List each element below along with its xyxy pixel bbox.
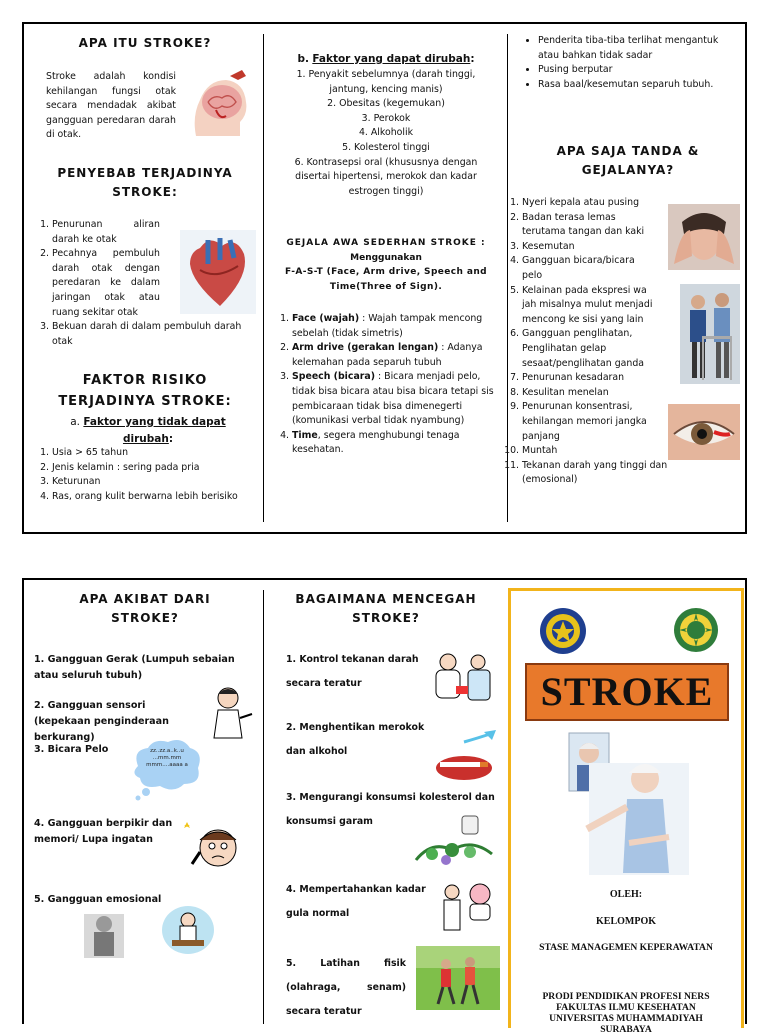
effect-item-2: 2. Gangguan sensori (kepekaan penginderaan berkurang) (34, 700, 169, 743)
blood-pressure-check-cartoon (428, 650, 498, 710)
doctor-cartoon (200, 684, 256, 740)
list-item: 4. Gangguan bicara/bicara pelo (522, 254, 654, 283)
effect-item-3: 3. Bicara Pelo (34, 744, 109, 755)
jogging-photo (416, 946, 500, 1010)
list-item: 3. Speech (bicara) : Bicara menjadi pelo, tidak bisa bicara atau bisa bicara tetapi sis pembicaraan tidak bisa dimenegerti (komunikasi verbal tidak nyambung) (292, 370, 498, 428)
list-item: 3. Kesemutan (522, 240, 654, 255)
list-item: 2. Jenis kelamin : sering pada pria (52, 461, 256, 476)
effect-item-5: 5. Gangguan emosional (34, 894, 162, 905)
heading-causes: PENYEBAB TERJADINYA STROKE: (57, 166, 233, 199)
signs-bullets (508, 34, 738, 92)
list-item: 1. Face (wajah) : Wajah tampak mencong sebelah (tidak simetris) (292, 312, 498, 341)
stase-label: STASE MANAGEMEN KEPERAWATAN (539, 942, 713, 953)
what-is-stroke-text: Stroke adalah kondisi kehilangan fungsi otak secara mendadak akibat gangguan peredaran darah di otak. (46, 71, 176, 141)
list-item: 11. Tekanan darah yang tinggi dan (emosional) (522, 459, 702, 488)
prevent-item-2: 2. Menghentikan merokok dan alkohol (286, 722, 425, 757)
heart-illustration (180, 230, 256, 314)
institution-block: PRODI PENDIDIKAN PROFESI NERS FAKULTAS ILMU KESEHATAN UNIVERSITAS MUHAMMADIYAH SURABAYA (542, 991, 710, 1035)
confused-person-cartoon (178, 818, 254, 878)
brochure-inside-panel (22, 22, 747, 534)
list-item: 8. Kesulitan menelan (522, 386, 654, 401)
list-item: 6. Kontrasepsi oral (khususnya dengan disertai hipertensi, merokok dan kadar estrogen tinggi) (278, 156, 494, 200)
list-item: 4. Alkoholik (278, 126, 494, 141)
heading-effects: APA AKIBAT DARI STROKE? (79, 592, 211, 625)
effect-item-1: 1. Gangguan Gerak (Lumpuh sebaian atau seluruh tubuh) (34, 654, 235, 681)
heading-risk-factors: FAKTOR RISIKO TERJADINYA STROKE: (58, 373, 232, 409)
list-item: 5. Kelainan pada ekspresi wa jah misalnya mulut menjadi mencong ke sisi yang lain (522, 284, 654, 328)
list-item: 7. Penurunan kesadaran (522, 371, 654, 386)
glucose-check-cartoon (436, 880, 496, 936)
signs-list (504, 196, 668, 488)
prevent-item-4: 4. Mempertahankan kadar gula normal (286, 884, 426, 919)
column-divider (263, 590, 264, 1024)
risk-list-a (34, 446, 256, 504)
title-banner (525, 663, 729, 721)
risk-subheading-a: a. Faktor yang tidak dapat dirubah: (70, 416, 226, 445)
list-item: 4. Ras, orang kulit berwarna lebih berisiko (52, 490, 256, 505)
list-item: 1. Penurunan aliran darah ke otak (52, 218, 160, 247)
vegetables-cartoon (412, 810, 496, 870)
fast-heading: GEJALA AWA SEDERHAN STROKE : Menggunakan F-A-S-T (Face, Arm drive, Speech and Time(Three of Sign). (284, 238, 487, 292)
prevent-item-1: 1. Kontrol tekanan darah secara teratur (286, 654, 419, 689)
cloud-text: zz..zz.a..k..u ...mm.mm mmm....aaaa a (146, 748, 188, 768)
list-item: 2. Obesitas (kegemukan) (278, 97, 494, 112)
list-item: • Pusing berputar (538, 63, 738, 78)
heading-prevention: BAGAIMANA MENCEGAH STROKE? (295, 592, 477, 625)
list-item: • Penderita tiba-tiba terlihat mengantuk atau bahkan tidak sadar (538, 34, 738, 63)
kelompok-label: KELOMPOK (596, 916, 656, 927)
list-item: 9. Penurunan konsentrasi, kehilangan memori jangka panjang (522, 400, 654, 444)
university-seal-logo (539, 607, 587, 655)
list-item: 2. Arm drive (gerakan lengan) : Adanya kelemahan pada separuh tubuh (292, 341, 498, 370)
speech-cloud-bubble (128, 736, 204, 802)
column-what-is-stroke (34, 34, 256, 53)
list-item: 1. Penyakit sebelumnya (darah tinggi, jantung, kencing manis) (278, 68, 494, 97)
oleh-label: OLEH: (609, 889, 643, 900)
heading-what-is-stroke: APA ITU STROKE? (78, 36, 212, 50)
cover-page (508, 588, 744, 1035)
emotional-people-cartoon (84, 896, 214, 960)
headache-photo (668, 204, 740, 270)
walking-assist-photo (680, 284, 740, 384)
list-item: 3. Perokok (278, 112, 494, 127)
brain-head-illustration (186, 66, 252, 144)
list-item: 10. Muntah (522, 444, 654, 459)
list-item: 3. Keturunan (52, 475, 256, 490)
list-item: 1. Usia > 65 tahun (52, 446, 256, 461)
risk-subheading-b: b. Faktor yang dapat dirubah: (297, 53, 475, 65)
fast-list (274, 312, 498, 458)
list-item: • Rasa baal/kesemutan separuh tubuh. (538, 78, 738, 93)
list-item: 5. Kolesterol tinggi (278, 141, 494, 156)
eye-photo (668, 404, 740, 460)
cover-title: STROKE (540, 669, 714, 714)
effect-item-4: 4. Gangguan berpikir dan memori/ Lupa ingatan (34, 818, 173, 845)
risk-list-b (278, 68, 494, 199)
brochure-outside-panel (22, 578, 747, 1035)
list-item: 6. Gangguan penglihatan, Penglihatan gelap sesaat/penglihatan ganda (522, 327, 654, 371)
prevent-item-5: 5. Latihan fisik (olahraga, senam) secara teratur (286, 958, 406, 1017)
list-item: 2. Pecahnya pembuluh darah otak dengan peredaran ke dalam jaringan otak atau ruang sekitar otak (52, 247, 160, 320)
list-item: 1. Nyeri kepala atau pusing (522, 196, 654, 211)
list-item: 2. Badan terasa lemas terutama tangan dan kaki (522, 211, 654, 240)
heading-signs: APA SAJA TANDA & GEJALANYA? (556, 144, 700, 177)
column-divider (263, 34, 264, 522)
list-item: 3. Bekuan darah di dalam pembuluh darah otak (52, 320, 256, 349)
no-smoking-cartoon (434, 728, 500, 784)
elderly-couple-illustration (569, 733, 689, 875)
muhammadiyah-logo (673, 607, 719, 653)
prevent-item-3: 3. Mengurangi konsumsi kolesterol dan konsumsi garam (286, 792, 495, 827)
list-item: 4. Time, segera menghubungi tenaga kesehatan. (292, 429, 498, 458)
